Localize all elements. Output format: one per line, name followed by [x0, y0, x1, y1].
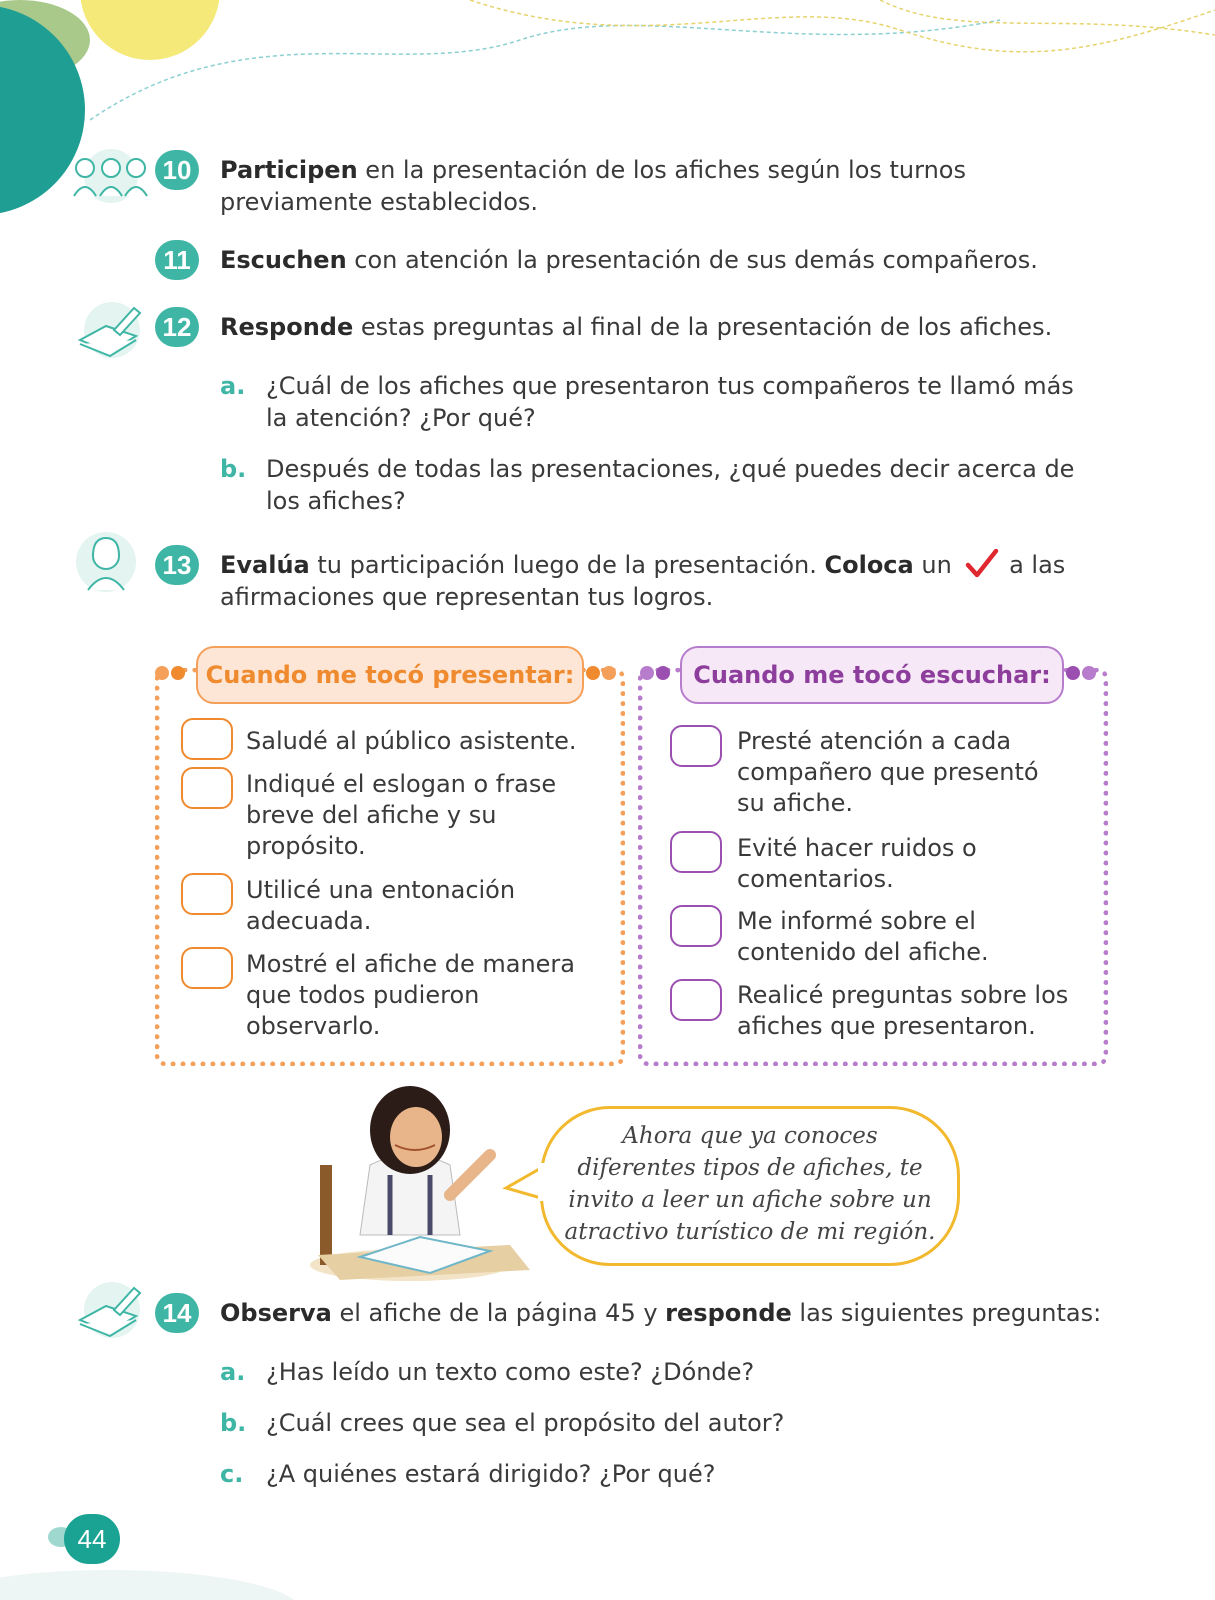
presenting-checkbox-1[interactable]	[181, 718, 233, 760]
purple-beads-left	[640, 666, 680, 680]
bottom-decoration	[0, 1540, 300, 1600]
speech-bubble-text: Ahora que ya conoces diferentes tipos de afiches, te invito a leer un afiche sobre un atractivo turístico de mi región.	[564, 1123, 936, 1245]
question-letter: a.	[220, 372, 246, 400]
listening-checkbox-4[interactable]	[670, 979, 722, 1021]
activity-13-badge: 13	[155, 545, 199, 585]
listening-item-2: Evité hacer ruidos o comentarios.	[737, 834, 977, 893]
activity-13-body-2: un	[913, 551, 952, 579]
student-portrait-icon	[74, 530, 138, 594]
activity-14-text	[220, 1297, 1140, 1329]
activity-14-verb-1: Observa	[220, 1299, 332, 1327]
activity-13-body-3: a las afirmaciones que representan tus logros.	[220, 551, 1066, 611]
activity-10-body: en la presentación de los afiches según los turnos previamente establecidos.	[220, 156, 966, 216]
activity-12-text	[220, 311, 1120, 343]
page-number: 44	[64, 1514, 120, 1564]
listening-checkbox-2[interactable]	[670, 831, 722, 873]
orange-beads-left	[155, 666, 195, 680]
question-letter: b.	[220, 1409, 247, 1437]
group-of-students-icon	[68, 148, 154, 204]
listening-checklist-title: Cuando me tocó escuchar:	[680, 646, 1064, 704]
presenting-checklist-title: Cuando me tocó presentar:	[196, 646, 584, 704]
listening-item-1: Presté atención a cada compañero que presentó su afiche.	[737, 727, 1039, 817]
activity-13-verb-1: Evalúa	[220, 551, 310, 579]
activity-12-question-a	[220, 370, 1076, 434]
presenting-checkbox-4[interactable]	[181, 947, 233, 989]
activity-10-badge: 10	[155, 150, 199, 190]
question-letter: b.	[220, 455, 247, 483]
activity-14-question-b	[220, 1407, 1076, 1439]
activity-10-text	[220, 154, 1120, 218]
question-text: ¿Has leído un texto como este? ¿Dónde?	[266, 1358, 755, 1386]
activity-12-question-b	[220, 453, 1076, 517]
activity-10-verb: Participen	[220, 156, 358, 184]
question-text: ¿Cuál crees que sea el propósito del autor?	[266, 1409, 785, 1437]
activity-14-verb-2: responde	[665, 1299, 792, 1327]
activity-14-question-c	[220, 1458, 1076, 1490]
activity-12-verb: Responde	[220, 313, 354, 341]
presenting-item-4: Mostré el afiche de manera que todos pudieron observarlo.	[246, 950, 575, 1040]
listening-item-4: Realicé preguntas sobre los afiches que presentaron.	[737, 981, 1069, 1040]
activity-11-badge: 11	[155, 240, 199, 280]
presenting-checkbox-2[interactable]	[181, 767, 233, 809]
activity-14-body-1: el afiche de la página 45 y	[331, 1299, 666, 1327]
activity-12-badge: 12	[155, 307, 199, 347]
activity-11-text	[220, 244, 1120, 276]
orange-beads-right	[586, 666, 626, 680]
checkmark-icon	[965, 549, 999, 579]
presenting-item-3: Utilicé una entonación adecuada.	[246, 876, 516, 935]
activity-14-body-2: las siguientes preguntas:	[791, 1299, 1102, 1327]
question-letter: c.	[220, 1460, 244, 1488]
presenting-item-1: Saludé al público asistente.	[246, 727, 577, 755]
activity-14-question-a	[220, 1356, 1076, 1388]
activity-14-badge: 14	[155, 1293, 199, 1333]
presenting-checkbox-3[interactable]	[181, 873, 233, 915]
question-letter: a.	[220, 1358, 246, 1386]
question-text: ¿Cuál de los afiches que presentaron tus compañeros te llamó más la atención? ¿Por qué?	[266, 372, 1074, 432]
listening-checkbox-3[interactable]	[670, 905, 722, 947]
question-text: Después de todas las presentaciones, ¿qué puedes decir acerca de los afiches?	[266, 455, 1075, 515]
listening-checkbox-1[interactable]	[670, 725, 722, 767]
activity-13-text	[220, 549, 1110, 613]
presenting-item-2: Indiqué el eslogan o frase breve del afiche y su propósito.	[246, 770, 557, 860]
activity-11-verb: Escuchen	[220, 246, 347, 274]
girl-reading-illustration	[300, 1085, 540, 1285]
listening-item-3: Me informé sobre el contenido del afiche.	[737, 907, 989, 966]
writing-in-book-icon	[74, 300, 144, 362]
activity-13-verb-2: Coloca	[824, 551, 914, 579]
writing-in-book-icon	[74, 1280, 144, 1342]
activity-11-body: con atención la presentación de sus demás compañeros.	[346, 246, 1038, 274]
activity-12-body: estas preguntas al final de la presentación de los afiches.	[353, 313, 1053, 341]
activity-13-body-1: tu participación luego de la presentación.	[309, 551, 825, 579]
question-text: ¿A quiénes estará dirigido? ¿Por qué?	[266, 1460, 716, 1488]
purple-beads-right	[1066, 666, 1106, 680]
